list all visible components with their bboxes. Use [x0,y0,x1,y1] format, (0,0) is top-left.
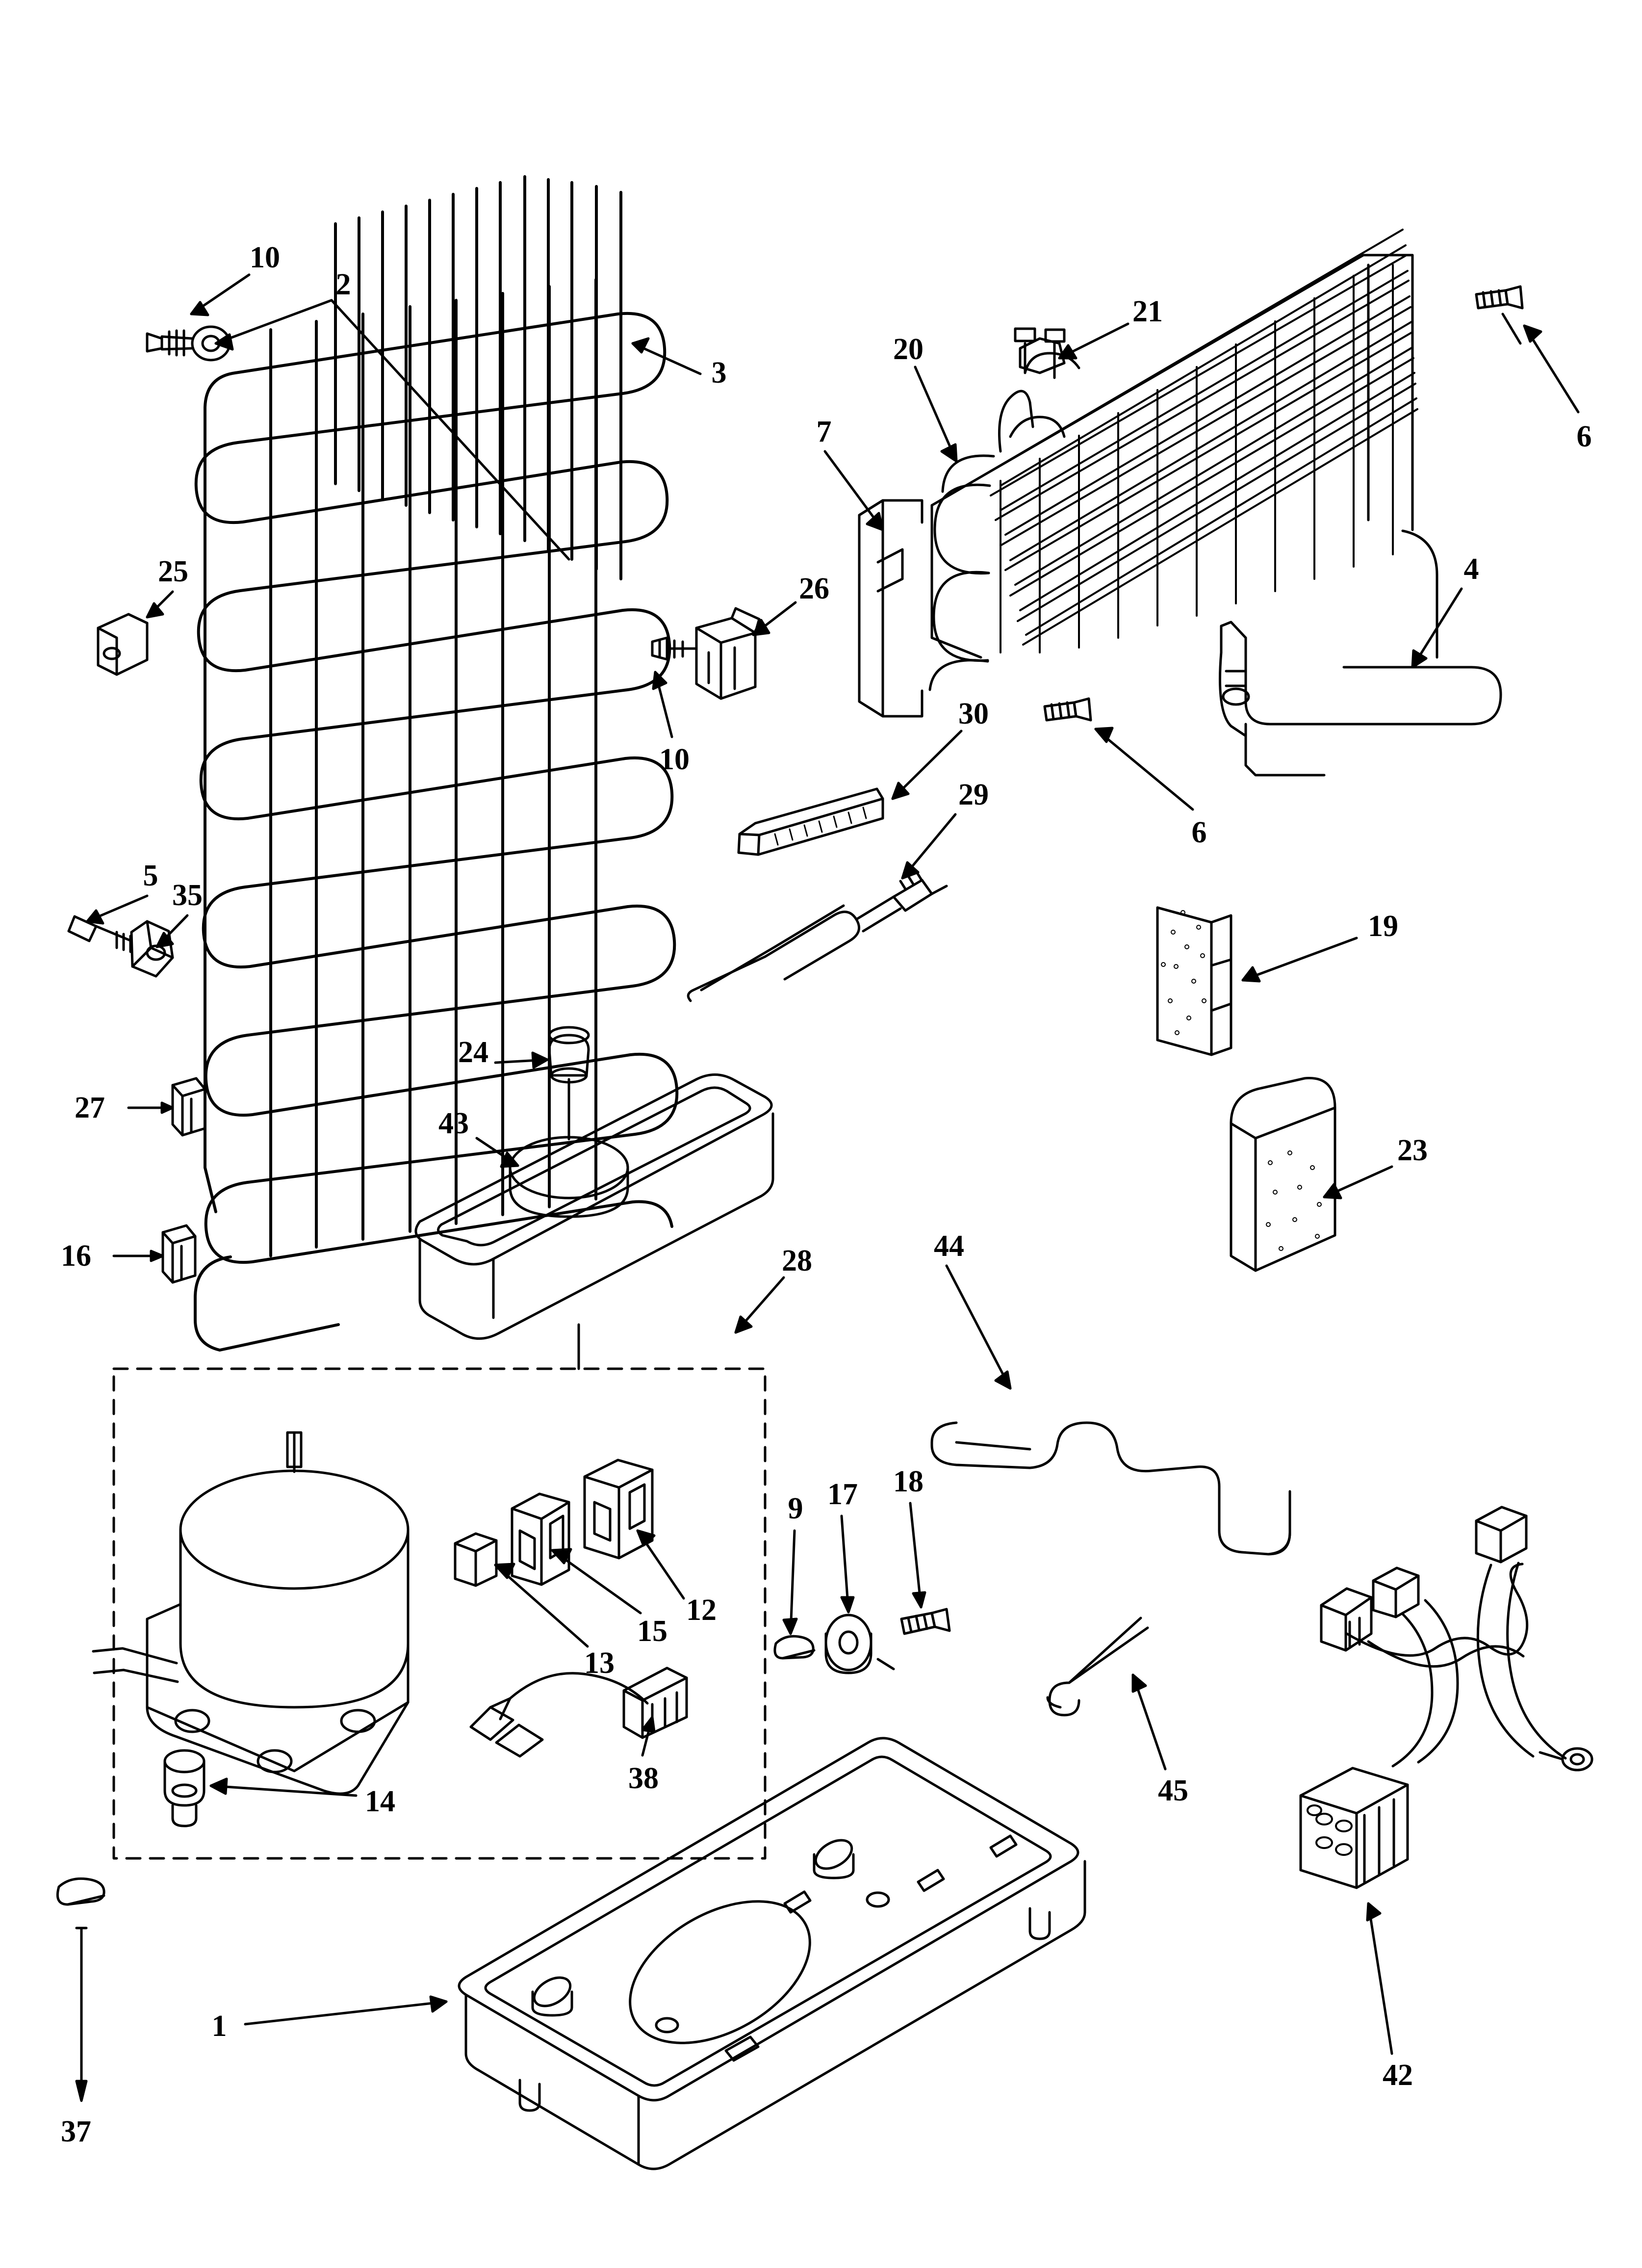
callout-number-7: 7 [816,415,832,448]
callout-number-20: 20 [893,333,924,366]
callout-number-16: 16 [61,1239,91,1273]
condenser-coil [195,177,677,1350]
callout-number-2: 2 [335,268,351,301]
callout-number-30: 30 [958,697,989,730]
callout-number-45: 45 [1158,1774,1188,1807]
wire-harness-38 [471,1668,687,1756]
callout-number-23: 23 [1397,1134,1428,1167]
clip-37 [57,1878,104,2101]
grommet-17-bolt-18 [826,1609,949,1673]
clip-9 [775,1636,814,1658]
callout-number-18: 18 [893,1465,924,1498]
callout-number-43: 43 [438,1107,469,1140]
callout-number-15: 15 [637,1615,667,1648]
callout-number-1: 1 [211,2009,227,2043]
foam-block-19 [1157,908,1231,1055]
callout-number-21: 21 [1132,295,1163,328]
cable-tie-30 [739,789,883,855]
callout-number-38: 38 [628,1762,659,1795]
screw-6-mid-right [1045,699,1091,720]
callout-number-25: 25 [158,555,188,588]
callout-number-5: 5 [143,859,158,892]
bracket-25 [98,614,147,675]
callout-number-26: 26 [799,572,829,605]
callout-number-44: 44 [934,1229,964,1263]
callout-number-4: 4 [1463,552,1479,586]
rod-45 [1048,1618,1148,1715]
callout-number-12: 12 [686,1593,717,1627]
callout-number-42: 42 [1383,2059,1413,2092]
callout-number-14: 14 [365,1785,395,1818]
clip-27 [128,1078,205,1135]
callout-number-29: 29 [958,778,989,811]
callout-number-35: 35 [172,879,203,912]
relay-overload-cluster [455,1460,652,1586]
callout-number-3: 3 [711,356,727,390]
callout-number-13: 13 [584,1646,615,1680]
callout-number-37: 37 [61,2115,91,2148]
clip-16 [114,1225,195,1282]
probe-29 [688,871,947,1001]
callout-number-17: 17 [827,1478,858,1511]
callout-number-19: 19 [1368,910,1398,943]
callout-number-27: 27 [75,1091,105,1124]
drain-pan-43 [416,1027,773,1339]
callout-number-6: 6 [1191,816,1207,849]
tube-44 [932,1423,1290,1554]
callout-number-24: 24 [458,1036,488,1069]
screw-6-top-right [1476,287,1522,343]
suction-tube-4 [1220,622,1501,775]
foam-pad-23 [1231,1078,1335,1271]
callout-number-10: 10 [250,241,280,274]
compressor [93,1433,408,1826]
wire-harness-42 [1301,1507,1592,1888]
callout-number-9: 9 [788,1492,803,1525]
callout-number-10: 10 [659,743,690,776]
callout-number-28: 28 [782,1244,812,1277]
callout-number-6: 6 [1576,420,1592,453]
base-pan-1 [459,1738,1085,2169]
